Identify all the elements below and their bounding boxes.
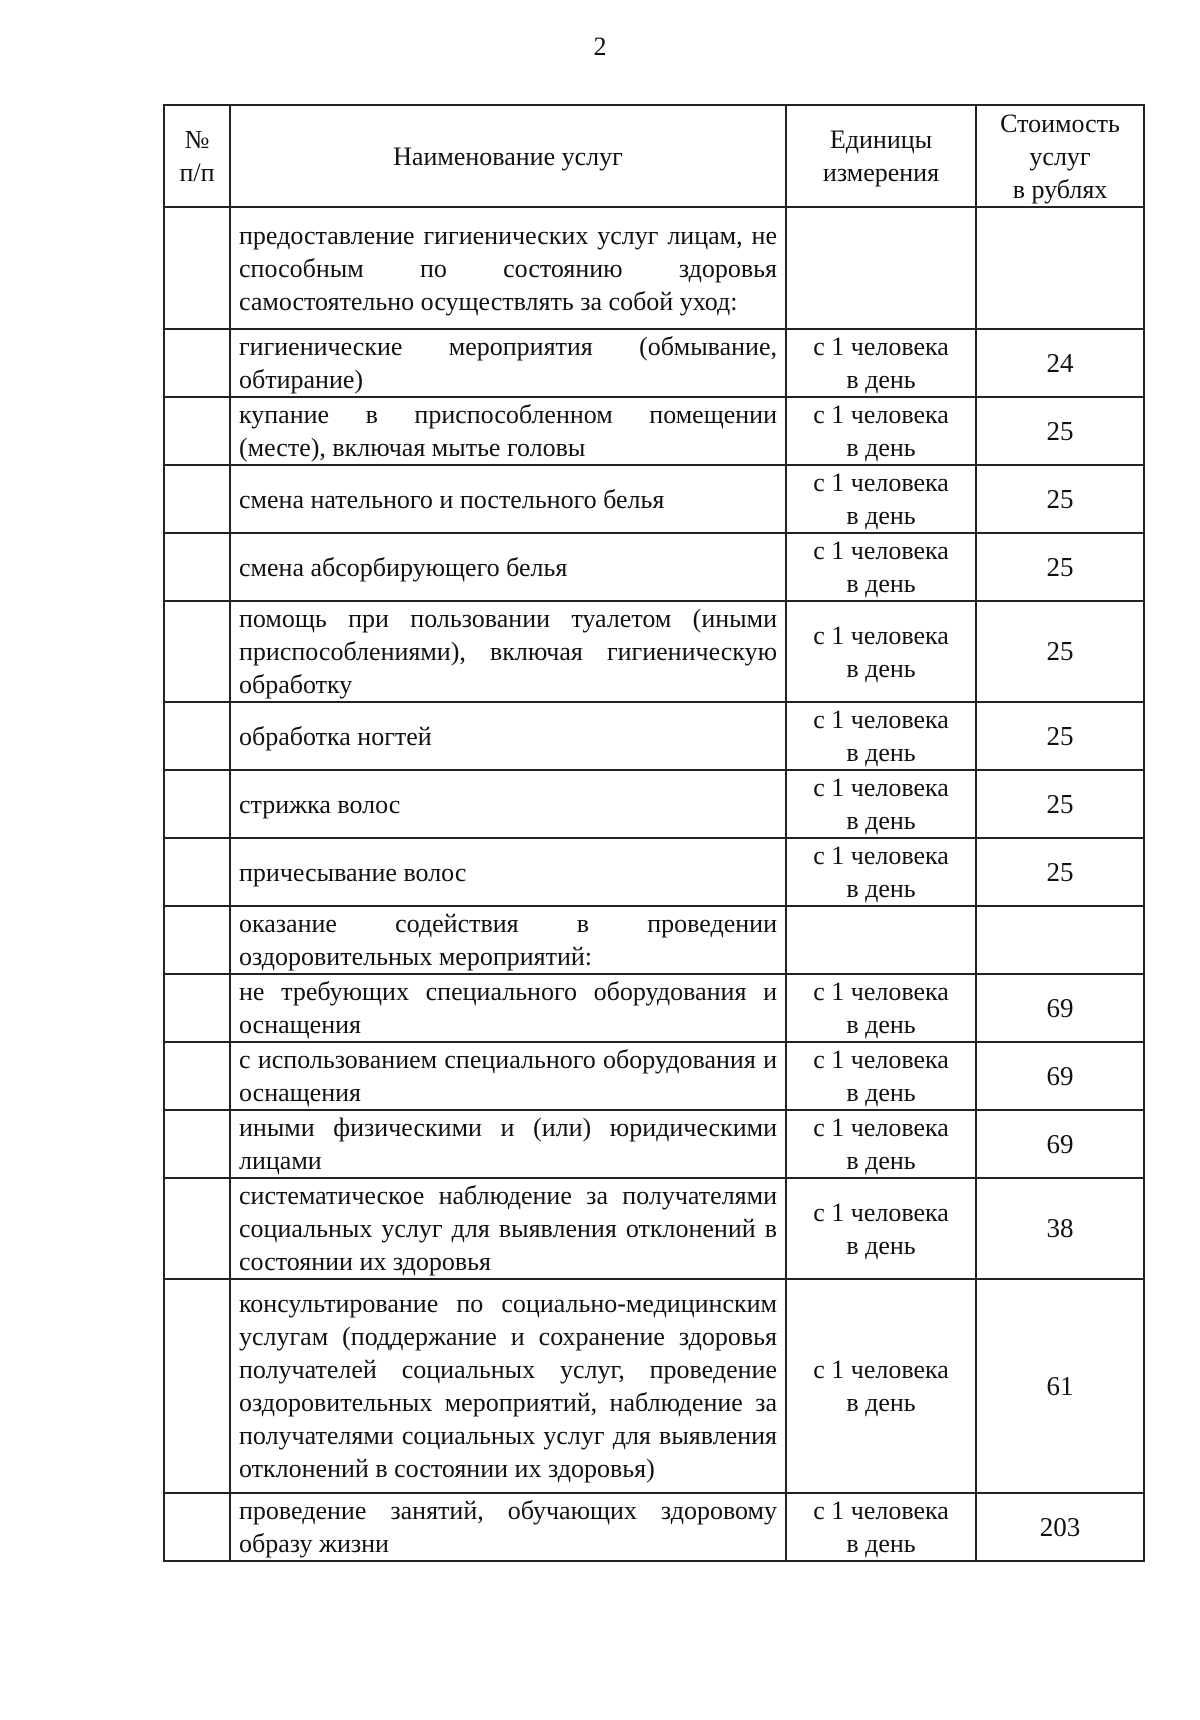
- table-row: [164, 1178, 1144, 1279]
- service-name-cell: предоставление гигиенических услуг лицам, не способным по состоянию здоровья самостоятельно осуществлять за собой уход:: [230, 207, 786, 329]
- unit-cell: [786, 207, 976, 329]
- cost-cell: 24: [976, 329, 1144, 397]
- row-number-cell: [164, 1110, 230, 1178]
- row-number-cell: [164, 702, 230, 770]
- service-name-cell: оказание содействия в проведении оздоровительных мероприятий:: [230, 906, 786, 974]
- service-name-cell: стрижка волос: [230, 770, 786, 838]
- unit-cell: [786, 838, 976, 906]
- unit-line: в день: [846, 1010, 916, 1039]
- service-name-cell: гигиенические мероприятия (обмывание, обтирание): [230, 329, 786, 397]
- unit-line: с 1 человека: [813, 468, 949, 497]
- table-row: [164, 1110, 1144, 1178]
- unit-line: в день: [846, 365, 916, 394]
- unit-line: с 1 человека: [813, 773, 949, 802]
- cost-cell: 203: [976, 1493, 1144, 1561]
- table-row: [164, 974, 1144, 1042]
- table-body: [164, 207, 1144, 1561]
- unit-cell: [786, 533, 976, 601]
- unit-line: с 1 человека: [813, 1496, 949, 1525]
- service-name-cell: обработка ногтей: [230, 702, 786, 770]
- unit-cell: [786, 329, 976, 397]
- page-number: 2: [593, 32, 607, 61]
- header-service-name: Наименование услуг: [230, 105, 786, 207]
- unit-cell: [786, 1493, 976, 1561]
- unit-line: с 1 человека: [813, 620, 949, 650]
- cost-cell: 69: [976, 1042, 1144, 1110]
- cost-cell: 25: [976, 770, 1144, 838]
- table-row: [164, 465, 1144, 533]
- row-number-cell: [164, 838, 230, 906]
- table-row: [164, 1493, 1144, 1561]
- table-row: [164, 1279, 1144, 1493]
- unit-line: в день: [846, 569, 916, 598]
- unit-cell: [786, 1279, 976, 1493]
- table-row: [164, 770, 1144, 838]
- unit-line: с 1 человека: [813, 705, 949, 734]
- header-cost: [976, 105, 1144, 207]
- unit-line: в день: [846, 1529, 916, 1558]
- table-row: [164, 397, 1144, 465]
- unit-cell: [786, 397, 976, 465]
- cost-cell: 25: [976, 465, 1144, 533]
- header-number-line: №: [184, 125, 210, 154]
- cost-cell: 25: [976, 533, 1144, 601]
- row-number-cell: [164, 770, 230, 838]
- header-number-line: п/п: [179, 158, 215, 187]
- unit-line: с 1 человека: [813, 841, 949, 870]
- service-name-cell: смена абсорбирующего белья: [230, 533, 786, 601]
- table-header-row: [164, 105, 1144, 207]
- unit-line: в день: [846, 1078, 916, 1107]
- unit-cell: [786, 1042, 976, 1110]
- cost-cell: 69: [976, 1110, 1144, 1178]
- table-row: [164, 1042, 1144, 1110]
- service-name-cell: причесывание волос: [230, 838, 786, 906]
- unit-line: в день: [846, 1230, 916, 1260]
- unit-cell: [786, 974, 976, 1042]
- row-number-cell: [164, 1493, 230, 1561]
- unit-line: с 1 человека: [813, 1113, 949, 1142]
- cost-cell: 25: [976, 601, 1144, 702]
- header-cost-line: услуг: [1029, 141, 1091, 171]
- cost-cell: 25: [976, 838, 1144, 906]
- table-row: [164, 906, 1144, 974]
- unit-line: с 1 человека: [813, 1355, 949, 1384]
- unit-cell: [786, 601, 976, 702]
- unit-line: с 1 человека: [813, 1045, 949, 1074]
- unit-line: в день: [846, 1146, 916, 1175]
- unit-cell: [786, 702, 976, 770]
- table-row: [164, 329, 1144, 397]
- cost-cell: 61: [976, 1279, 1144, 1493]
- header-cost-line: Стоимость: [1000, 108, 1120, 138]
- unit-line: с 1 человека: [813, 977, 949, 1006]
- row-number-cell: [164, 1178, 230, 1279]
- unit-line: в день: [846, 1388, 916, 1417]
- cost-cell: [976, 906, 1144, 974]
- table-row: [164, 533, 1144, 601]
- row-number-cell: [164, 329, 230, 397]
- unit-line: в день: [846, 738, 916, 767]
- unit-line: в день: [846, 501, 916, 530]
- unit-line: с 1 человека: [813, 332, 949, 361]
- unit-line: с 1 человека: [813, 400, 949, 429]
- cost-cell: 25: [976, 702, 1144, 770]
- row-number-cell: [164, 207, 230, 329]
- row-number-cell: [164, 465, 230, 533]
- unit-line: в день: [846, 806, 916, 835]
- unit-cell: [786, 906, 976, 974]
- service-name-cell: иными физическими и (или) юридическими лицами: [230, 1110, 786, 1178]
- unit-line: в день: [846, 653, 916, 683]
- service-name-cell: не требующих специального оборудования и оснащения: [230, 974, 786, 1042]
- header-number: [164, 105, 230, 207]
- row-number-cell: [164, 397, 230, 465]
- row-number-cell: [164, 1279, 230, 1493]
- service-name-cell: смена нательного и постельного белья: [230, 465, 786, 533]
- service-name-cell: консультирование по социально-медицинским услугам (поддержание и сохранение здоровья получателей социальных услуг, проведение оздоровительных мероприятий, наблюдение за получателями социальных услуг для выявления отклонений в состоянии их здоровья): [230, 1279, 786, 1493]
- service-name-cell: систематическое наблюдение за получателями социальных услуг для выявления отклонений в состоянии их здоровья: [230, 1178, 786, 1279]
- services-price-table: [163, 104, 1145, 1562]
- unit-line: в день: [846, 433, 916, 462]
- row-number-cell: [164, 906, 230, 974]
- unit-cell: [786, 1178, 976, 1279]
- table-row: [164, 702, 1144, 770]
- service-name-cell: купание в приспособленном помещении (месте), включая мытье головы: [230, 397, 786, 465]
- header-units-line: измерения: [822, 158, 940, 187]
- row-number-cell: [164, 601, 230, 702]
- cost-cell: 25: [976, 397, 1144, 465]
- row-number-cell: [164, 974, 230, 1042]
- cost-cell: 69: [976, 974, 1144, 1042]
- cost-cell: 38: [976, 1178, 1144, 1279]
- table-row: [164, 601, 1144, 702]
- header-units: [786, 105, 976, 207]
- row-number-cell: [164, 533, 230, 601]
- table-row: [164, 838, 1144, 906]
- table-row: [164, 207, 1144, 329]
- unit-line: с 1 человека: [813, 1197, 949, 1227]
- unit-cell: [786, 770, 976, 838]
- header-units-line: Единицы: [829, 125, 933, 154]
- row-number-cell: [164, 1042, 230, 1110]
- cost-cell: [976, 207, 1144, 329]
- header-cost-line: в рублях: [1012, 174, 1108, 204]
- unit-cell: [786, 1110, 976, 1178]
- unit-line: в день: [846, 874, 916, 903]
- unit-cell: [786, 465, 976, 533]
- unit-line: с 1 человека: [813, 536, 949, 565]
- service-name-cell: проведение занятий, обучающих здоровому образу жизни: [230, 1493, 786, 1561]
- service-name-cell: помощь при пользовании туалетом (иными приспособлениями), включая гигиеническую обработку: [230, 601, 786, 702]
- service-name-cell: с использованием специального оборудования и оснащения: [230, 1042, 786, 1110]
